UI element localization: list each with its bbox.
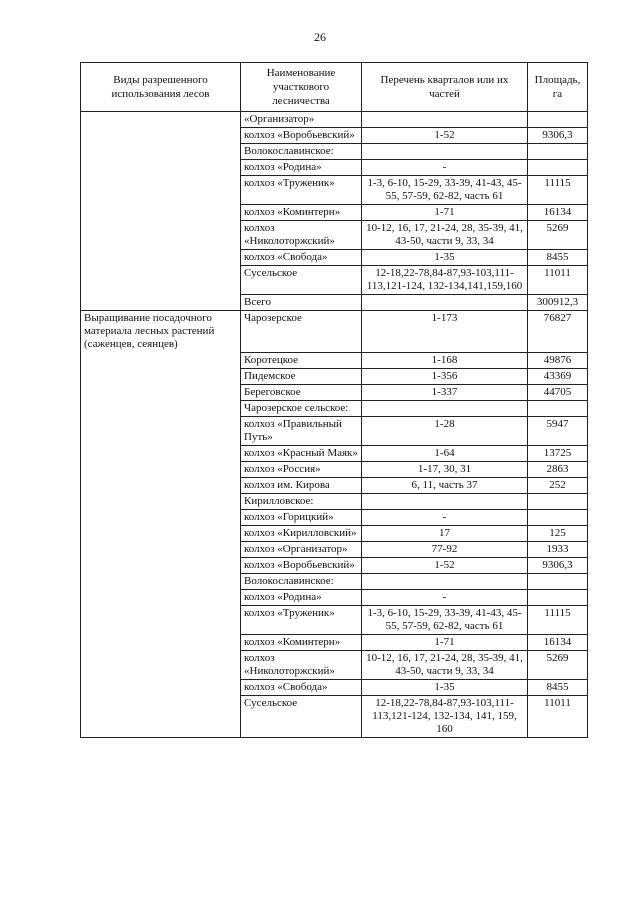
- area-cell: 44705: [528, 384, 588, 400]
- header-forestry: Наименование участкового лесничества: [241, 63, 362, 112]
- area-cell: [528, 573, 588, 589]
- forestry-cell: колхоз «Коминтерн»: [241, 634, 362, 650]
- use-type-cell: [81, 144, 241, 160]
- use-type-cell: [81, 221, 241, 250]
- forestry-cell: колхоз «Родина»: [241, 589, 362, 605]
- forestry-cell: колхоз им. Кирова: [241, 477, 362, 493]
- table-row: [81, 605, 588, 634]
- quarters-cell: -: [362, 160, 528, 176]
- quarters-cell: [362, 400, 528, 416]
- table-row: [81, 525, 588, 541]
- table-body: [81, 112, 588, 738]
- use-type-cell: [81, 634, 241, 650]
- area-cell: 5269: [528, 650, 588, 679]
- quarters-cell: 6, 11, часть 37: [362, 477, 528, 493]
- area-cell: 9306,3: [528, 128, 588, 144]
- quarters-cell: [362, 295, 528, 311]
- forestry-cell: Чарозерское сельское:: [241, 400, 362, 416]
- use-type-cell: [81, 525, 241, 541]
- quarters-cell: 1-35: [362, 679, 528, 695]
- forestry-cell: Кирилловское:: [241, 493, 362, 509]
- forestry-cell: колхоз «Коминтерн»: [241, 205, 362, 221]
- table-row: [81, 650, 588, 679]
- forestry-cell: колхоз «Горицкий»: [241, 509, 362, 525]
- area-cell: 9306,3: [528, 557, 588, 573]
- quarters-cell: 12-18,22-78,84-87,93-103,111-113,121-124, 132-134,141,159,160: [362, 266, 528, 295]
- table-row: [81, 461, 588, 477]
- use-type-cell: [81, 205, 241, 221]
- table-row: [81, 221, 588, 250]
- area-cell: 11115: [528, 176, 588, 205]
- use-type-cell: [81, 112, 241, 128]
- table-row: [81, 112, 588, 128]
- forestry-cell: колхоз «Родина»: [241, 160, 362, 176]
- table-row: [81, 250, 588, 266]
- use-type-cell: [81, 416, 241, 445]
- quarters-cell: 1-3, 6-10, 15-29, 33-39, 41-43, 45-55, 57-59, 62-82, часть 61: [362, 176, 528, 205]
- table-row: [81, 679, 588, 695]
- use-type-cell: [81, 541, 241, 557]
- quarters-cell: 77-92: [362, 541, 528, 557]
- quarters-cell: 1-52: [362, 557, 528, 573]
- quarters-cell: 17: [362, 525, 528, 541]
- quarters-cell: 1-356: [362, 368, 528, 384]
- table-row: [81, 400, 588, 416]
- header-quarters: Перечень кварталов или их частей: [362, 63, 528, 112]
- use-type-cell: [81, 461, 241, 477]
- use-type-cell: [81, 352, 241, 368]
- quarters-cell: 1-3, 6-10, 15-29, 33-39, 41-43, 45-55, 57-59, 62-82, часть 61: [362, 605, 528, 634]
- header-area: Площадь, га: [528, 63, 588, 112]
- area-cell: [528, 589, 588, 605]
- quarters-cell: 1-64: [362, 445, 528, 461]
- area-cell: 13725: [528, 445, 588, 461]
- area-cell: [528, 400, 588, 416]
- use-type-cell: [81, 589, 241, 605]
- forestry-cell: колхоз «Организатор»: [241, 541, 362, 557]
- area-cell: 16134: [528, 634, 588, 650]
- forestry-cell: Волокославинское:: [241, 573, 362, 589]
- table-row: [81, 176, 588, 205]
- forestry-cell: колхоз «Свобода»: [241, 250, 362, 266]
- area-cell: 8455: [528, 250, 588, 266]
- use-type-cell: Выращивание посадочного материала лесных растений (саженцев, сеянцев): [81, 311, 241, 353]
- use-type-cell: [81, 250, 241, 266]
- table-row: [81, 541, 588, 557]
- forestry-cell: колхоз «Труженик»: [241, 176, 362, 205]
- quarters-cell: 1-71: [362, 634, 528, 650]
- area-cell: [528, 112, 588, 128]
- area-cell: [528, 493, 588, 509]
- use-type-cell: [81, 509, 241, 525]
- use-type-cell: [81, 400, 241, 416]
- forestry-cell: Сусельское: [241, 695, 362, 737]
- use-type-cell: [81, 695, 241, 737]
- forestry-cell: Волокославинское:: [241, 144, 362, 160]
- forestry-cell: колхоз «Правильный Путь»: [241, 416, 362, 445]
- area-cell: 252: [528, 477, 588, 493]
- quarters-cell: 1-173: [362, 311, 528, 353]
- quarters-cell: 10-12, 16, 17, 21-24, 28, 35-39, 41, 43-50, части 9, 33, 34: [362, 650, 528, 679]
- area-cell: 5269: [528, 221, 588, 250]
- header-use-type: Виды разрешенного использования лесов: [81, 63, 241, 112]
- table-row: [81, 295, 588, 311]
- area-cell: 1933: [528, 541, 588, 557]
- table-row: [81, 352, 588, 368]
- page-number: 26: [314, 30, 326, 44]
- forest-use-table: [80, 62, 588, 738]
- forestry-cell: Всего: [241, 295, 362, 311]
- table-row: [81, 509, 588, 525]
- use-type-cell: [81, 128, 241, 144]
- table-row: [81, 477, 588, 493]
- use-type-cell: [81, 384, 241, 400]
- table-header-row: [81, 63, 588, 112]
- use-type-cell: [81, 605, 241, 634]
- quarters-cell: -: [362, 589, 528, 605]
- use-type-cell: [81, 295, 241, 311]
- quarters-cell: [362, 573, 528, 589]
- table-row: [81, 634, 588, 650]
- area-cell: 8455: [528, 679, 588, 695]
- table-row: [81, 695, 588, 737]
- forestry-cell: колхоз «Россия»: [241, 461, 362, 477]
- table-row: [81, 160, 588, 176]
- area-cell: 2863: [528, 461, 588, 477]
- quarters-cell: [362, 112, 528, 128]
- use-type-cell: [81, 368, 241, 384]
- quarters-cell: 1-17, 30, 31: [362, 461, 528, 477]
- quarters-cell: 10-12, 16, 17, 21-24, 28, 35-39, 41, 43-50, части 9, 33, 34: [362, 221, 528, 250]
- forestry-cell: Пидемское: [241, 368, 362, 384]
- use-type-cell: [81, 493, 241, 509]
- use-type-cell: [81, 160, 241, 176]
- area-cell: 16134: [528, 205, 588, 221]
- forestry-cell: колхоз «Николоторжский»: [241, 221, 362, 250]
- area-cell: [528, 160, 588, 176]
- area-cell: [528, 509, 588, 525]
- quarters-cell: 12-18,22-78,84-87,93-103,111-113,121-124, 132-134, 141, 159, 160: [362, 695, 528, 737]
- use-type-cell: [81, 445, 241, 461]
- area-cell: 11115: [528, 605, 588, 634]
- table-row: [81, 266, 588, 295]
- table-row: [81, 205, 588, 221]
- area-cell: 76827: [528, 311, 588, 353]
- forestry-cell: колхоз «Воробьевский»: [241, 128, 362, 144]
- area-cell: 11011: [528, 695, 588, 737]
- quarters-cell: -: [362, 509, 528, 525]
- area-cell: 125: [528, 525, 588, 541]
- quarters-cell: 1-71: [362, 205, 528, 221]
- forestry-cell: колхоз «Свобода»: [241, 679, 362, 695]
- area-cell: 49876: [528, 352, 588, 368]
- table-row: [81, 368, 588, 384]
- table-row: [81, 445, 588, 461]
- forestry-cell: «Организатор»: [241, 112, 362, 128]
- use-type-cell: [81, 477, 241, 493]
- area-cell: 5947: [528, 416, 588, 445]
- quarters-cell: 1-168: [362, 352, 528, 368]
- quarters-cell: 1-52: [362, 128, 528, 144]
- quarters-cell: 1-35: [362, 250, 528, 266]
- use-type-cell: [81, 266, 241, 295]
- quarters-cell: 1-337: [362, 384, 528, 400]
- area-cell: [528, 144, 588, 160]
- area-cell: 43369: [528, 368, 588, 384]
- table-row: [81, 144, 588, 160]
- table-row: [81, 589, 588, 605]
- forestry-cell: колхоз «Красный Маяк»: [241, 445, 362, 461]
- forestry-cell: колхоз «Кирилловский»: [241, 525, 362, 541]
- use-type-cell: [81, 679, 241, 695]
- forestry-cell: Коротецкое: [241, 352, 362, 368]
- forestry-cell: колхоз «Труженик»: [241, 605, 362, 634]
- quarters-cell: [362, 493, 528, 509]
- table-row: [81, 493, 588, 509]
- quarters-cell: 1-28: [362, 416, 528, 445]
- use-type-cell: [81, 573, 241, 589]
- use-type-cell: [81, 176, 241, 205]
- quarters-cell: [362, 144, 528, 160]
- table-row: [81, 384, 588, 400]
- forestry-cell: колхоз «Воробьевский»: [241, 557, 362, 573]
- area-cell: 300912,3: [528, 295, 588, 311]
- table-row: [81, 311, 588, 353]
- forestry-cell: колхоз «Николоторжский»: [241, 650, 362, 679]
- table-row: [81, 573, 588, 589]
- table-row: [81, 416, 588, 445]
- use-type-cell: [81, 650, 241, 679]
- area-cell: 11011: [528, 266, 588, 295]
- use-type-cell: [81, 557, 241, 573]
- table-row: [81, 557, 588, 573]
- forestry-cell: Чарозерское: [241, 311, 362, 353]
- table-row: [81, 128, 588, 144]
- forestry-cell: Сусельское: [241, 266, 362, 295]
- forestry-cell: Береговское: [241, 384, 362, 400]
